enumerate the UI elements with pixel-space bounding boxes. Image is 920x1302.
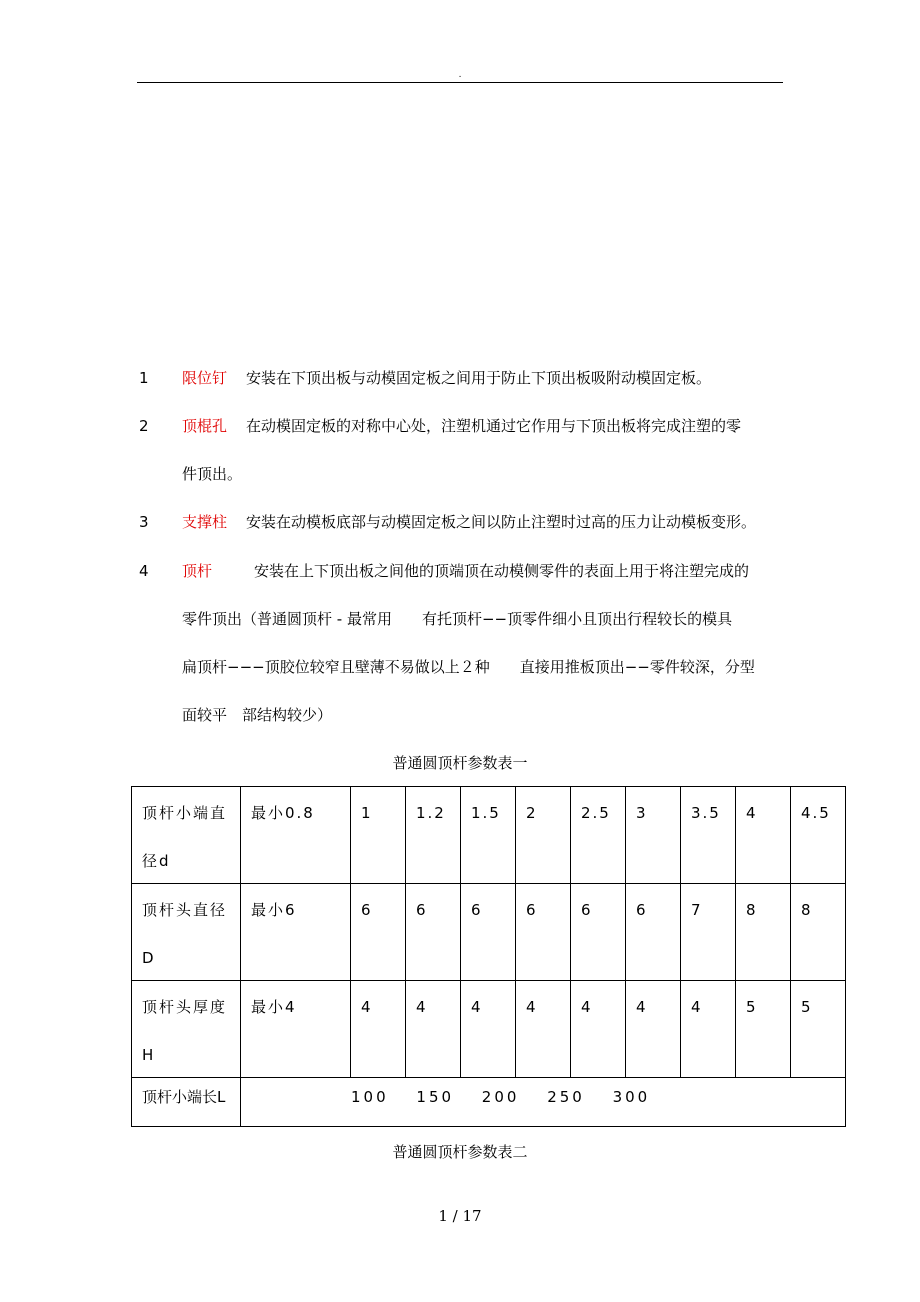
row-label: 顶杆小端直 (142, 804, 228, 822)
row-label-cell (132, 884, 241, 981)
length-values: 100 150 200 250 300 (351, 1088, 651, 1106)
table-cell: 6 (526, 901, 538, 919)
item-description-continued: 件顶出。 (182, 465, 243, 483)
table-cell: 4 (746, 804, 758, 822)
table-cell: 4 (361, 998, 373, 1016)
table-cell: 4 (471, 998, 483, 1016)
item-description: 安装在动模板底部与动模固定板之间以防止注塑时过高的压力让动模板变形。 (246, 513, 757, 531)
item-term: 顶棍孔 (182, 417, 228, 435)
min-value: 最小6 (251, 901, 297, 919)
row-label-cell (132, 1078, 241, 1127)
item-description: 安装在下顶出板与动模固定板之间用于防止下顶出板吸附动模固定板。 (246, 369, 712, 387)
row-label-symbol: D (142, 949, 156, 967)
header-rule (137, 82, 783, 83)
header-mark: . (458, 70, 462, 80)
item-number: 1 (139, 369, 149, 387)
item-number: 3 (139, 513, 149, 531)
table-row (132, 1078, 846, 1127)
row-label-cell (132, 981, 241, 1078)
table-cell: 5 (801, 998, 813, 1016)
table-row (132, 981, 846, 1078)
table-cell: 7 (691, 901, 703, 919)
row-label-symbol: 径d (142, 852, 171, 870)
row-label: 顶杆小端长L (142, 1088, 226, 1106)
table-cell: 6 (361, 901, 373, 919)
table-cell: 3 (636, 804, 648, 822)
length-values-cell (241, 1078, 846, 1127)
item-term: 顶杆 (182, 562, 213, 580)
table-cell: 2 (526, 804, 538, 822)
item-description-continued: 零件顶出（普通圆顶杆 - 最常用 有托顶杆−−顶零件细小且顶出行程较长的模具 (182, 610, 733, 628)
table-cell: 1 (361, 804, 373, 822)
item-description: 在动模固定板的对称中心处，注塑机通过它作用与下顶出板将完成注塑的零 (246, 417, 742, 435)
table1-caption: 普通圆顶杆参数表一 (392, 754, 528, 772)
table-cell: 1.5 (471, 804, 501, 822)
table-cell: 5 (746, 998, 758, 1016)
table-cell: 6 (636, 901, 648, 919)
table-cell: 8 (746, 901, 758, 919)
item-description-continued: 面较平 部结构较少） (182, 706, 333, 724)
table-row (132, 884, 846, 981)
table-cell: 4 (581, 998, 593, 1016)
row-label: 顶杆头直径 (142, 901, 228, 919)
row-label: 顶杆头厚度 (142, 998, 228, 1016)
table-cell: 4 (526, 998, 538, 1016)
min-value: 最小4 (251, 998, 297, 1016)
table-cell: 6 (416, 901, 428, 919)
table2-caption: 普通圆顶杆参数表二 (392, 1143, 528, 1161)
table-cell: 6 (471, 901, 483, 919)
table-cell: 4.5 (801, 804, 831, 822)
table-cell: 2.5 (581, 804, 611, 822)
item-number: 2 (139, 417, 149, 435)
item-description: 安装在上下顶出板之间他的顶端顶在动模侧零件的表面上用于将注塑完成的 (254, 562, 750, 580)
item-term: 限位钉 (182, 369, 228, 387)
item-description-continued: 扁顶杆−−−顶胶位较窄且壁薄不易做以上２种 直接用推板顶出−−零件较深，分型 (182, 658, 755, 676)
table-row (132, 787, 846, 884)
table-cell: 4 (416, 998, 428, 1016)
page-number: 1 / 17 (438, 1207, 482, 1225)
table-cell: 1.2 (416, 804, 446, 822)
row-label-cell (132, 787, 241, 884)
min-value: 最小0.8 (251, 804, 315, 822)
table-cell: 8 (801, 901, 813, 919)
item-number: 4 (139, 562, 149, 580)
table-cell: 3.5 (691, 804, 721, 822)
table-cell: 4 (691, 998, 703, 1016)
parameter-table (131, 786, 846, 1127)
row-label-symbol: H (142, 1046, 156, 1064)
table-cell: 6 (581, 901, 593, 919)
item-term: 支撑柱 (182, 513, 228, 531)
table-cell: 4 (636, 998, 648, 1016)
